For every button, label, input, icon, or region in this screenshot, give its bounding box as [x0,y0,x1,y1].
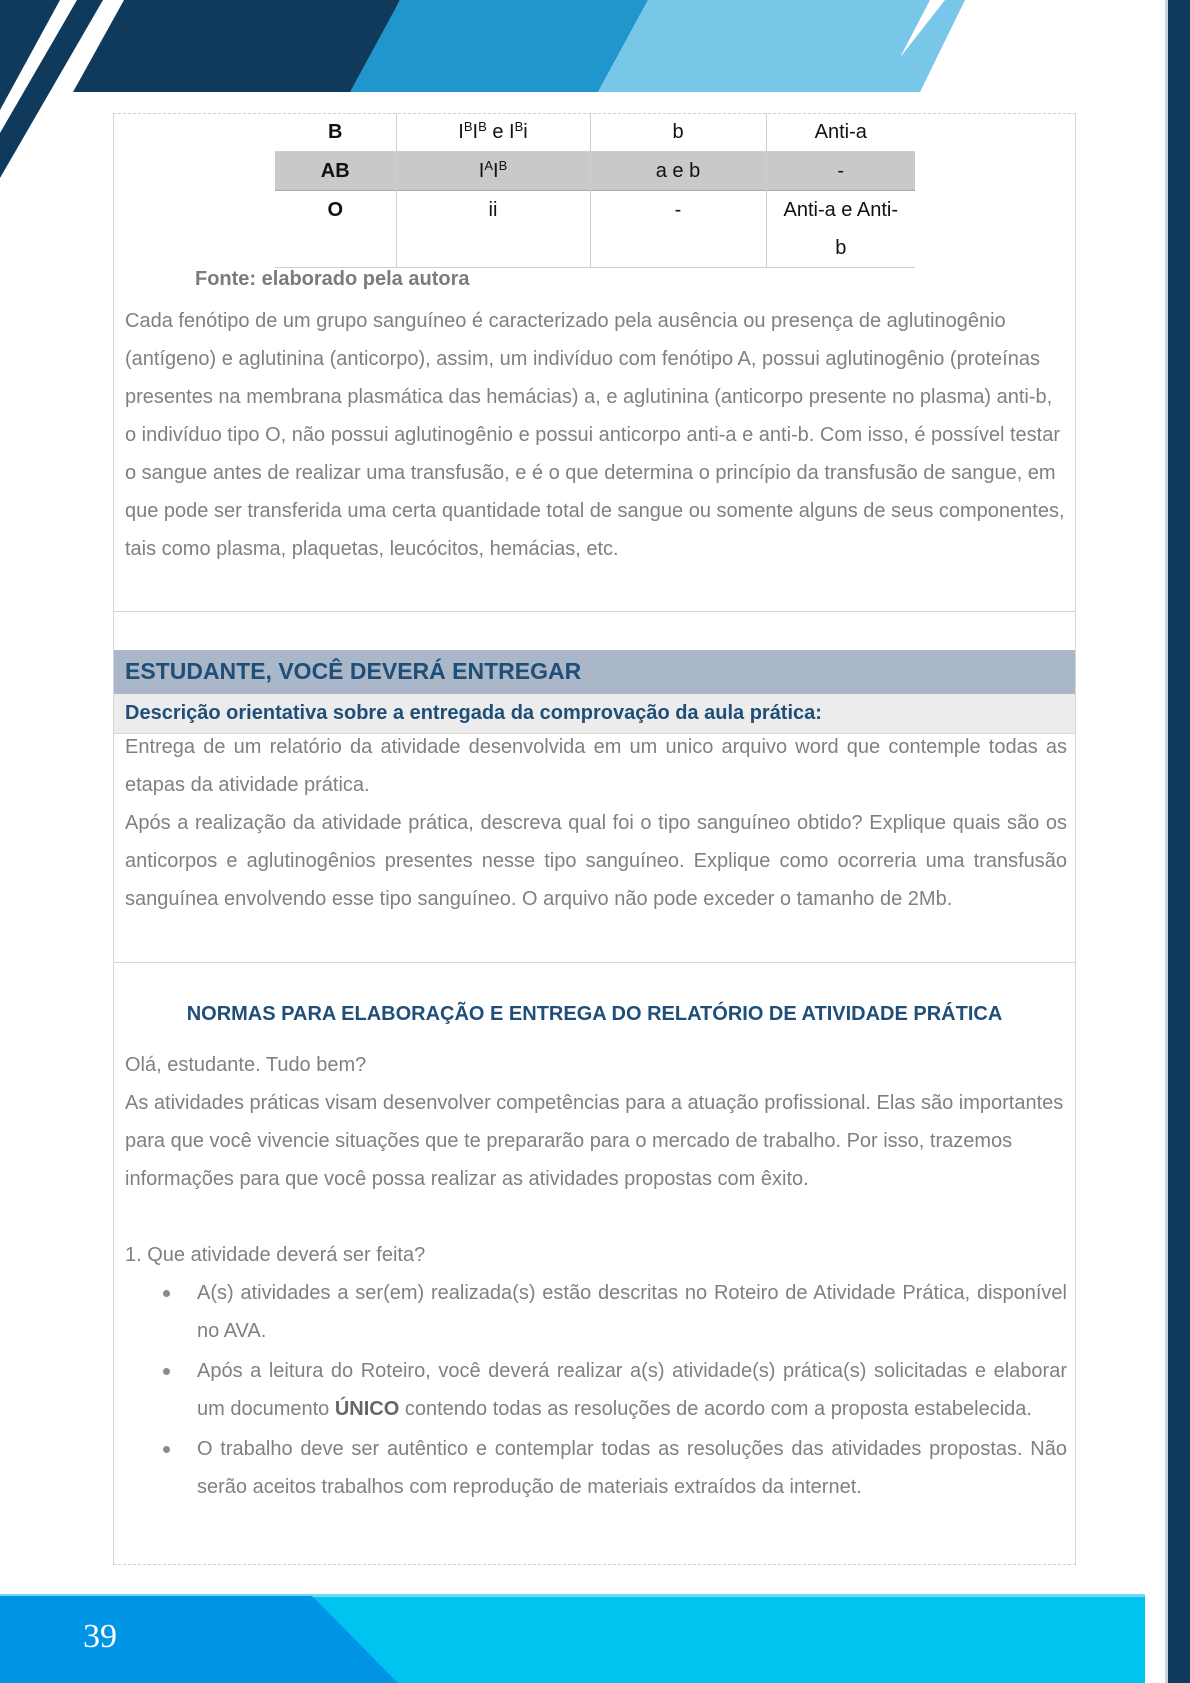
header-mid-blue-block [350,0,648,92]
question-1: 1. Que atividade deverá ser feita? [125,1244,426,1266]
header-light-blue-block [598,0,930,92]
normas-section-title: NORMAS PARA ELABORAÇÃO E ENTREGA DO RELATÓRIO DE ATIVIDADE PRÁTICA [186,1003,1003,1025]
bullet-icon [163,1368,170,1375]
deliver-section-subtitle: Descrição orientativa sobre a entregada da comprovação da aula prática: [114,694,1075,734]
genotype-cell: $I^BI^B$ e $I^Bi$ [396,113,590,152]
blood-type-table [275,113,915,268]
instructions-list [125,1274,1067,1508]
genotype-cell: $I^AI^B$ [396,152,590,191]
emphasis-unico: ÚNICO [334,1398,400,1420]
table-row [275,152,915,191]
agglutinogen-cell: a e b [590,152,766,191]
genotype-cell: ii [396,191,590,268]
page-number: 39 [83,1618,117,1655]
phenotype-cell: B [328,121,343,143]
right-side-bar [1168,0,1190,1683]
list-item: Após a leitura do Roteiro, você deverá realizar a(s) atividade(s) prática(s) solicitadas e elaborar um documento ÚNICO contendo todas as resoluções de acordo com a proposta estabelecida. [125,1352,1067,1428]
list-item: A(s) atividades a ser(em) realizada(s) estão descritas no Roteiro de Atividade Prática, disponível no AVA. [125,1274,1067,1350]
header-navy-block [73,0,400,92]
deliver-section-title: ESTUDANTE, VOCÊ DEVERÁ ENTREGAR [114,650,1075,694]
phenotype-cell: AB [275,152,396,191]
normas-intro-paragraph: As atividades práticas visam desenvolver competências para a atuação profissional. Elas são importantes para que você vivencie situações que te prepararão para o mercado de trabalho. Por isso, trazemos informações para que você possa realizar as atividades propostas com êxito. [125,1092,1064,1190]
greeting-text: Olá, estudante. Tudo bem? [125,1054,367,1076]
agglutinin-cell: Anti-a e Anti- b [766,191,915,268]
deliver-paragraph-1: Entrega de um relatório da atividade desenvolvida em um unico arquivo word que contemple todas as etapas da atividade prática. [125,736,1067,796]
bullet-icon [163,1446,170,1453]
table-row [275,113,915,152]
agglutinin-cell: - [766,152,915,191]
section-divider [113,962,1076,963]
table-source: Fonte: elaborado pela autora [195,268,470,290]
agglutinin-cell: Anti-a [766,113,915,152]
deliver-paragraph-2: Após a realização da atividade prática, descreva qual foi o tipo sanguíneo obtido? Explique quais são os anticorpos e aglutinogênios presentes nesse tipo sanguíneo. Explique como ocorreria uma transfusão sanguínea envolvendo esse tipo sanguíneo. O arquivo não pode exceder o tamanho de 2Mb. [125,812,1067,910]
table-row [275,191,915,268]
agglutinogen-cell: b [590,113,766,152]
bullet-icon [163,1290,170,1297]
intro-paragraph: Cada fenótipo de um grupo sanguíneo é caracterizado pela ausência ou presença de aglutinogênio (antígeno) e aglutinina (anticorpo), assim, um indivíduo com fenótipo A, possui aglutinogênio (proteínas presentes na membrana plasmática das hemácias) a, e aglutinina (anticorpo presente no plasma) anti-b, o indivíduo tipo O, não possui aglutinogênio e possui anticorpo anti-a e anti-b. Com isso, é possível testar o sangue antes de realizar uma transfusão, e é o que determina o princípio da transfusão de sangue, em que pode ser transferida uma certa quantidade total de sangue ou somente alguns de seus componentes, tais como plasma, plaquetas, leucócitos, hemácias, etc. [125,310,1065,560]
section-divider [113,611,1076,612]
agglutinogen-cell: - [590,191,766,268]
list-item: O trabalho deve ser autêntico e contemplar todas as resoluções das atividades propostas. Não serão aceitos trabalhos com reprodução de materiais extraídos da internet. [125,1430,1067,1506]
footer-band [0,1594,1145,1683]
phenotype-cell: O [327,199,344,221]
